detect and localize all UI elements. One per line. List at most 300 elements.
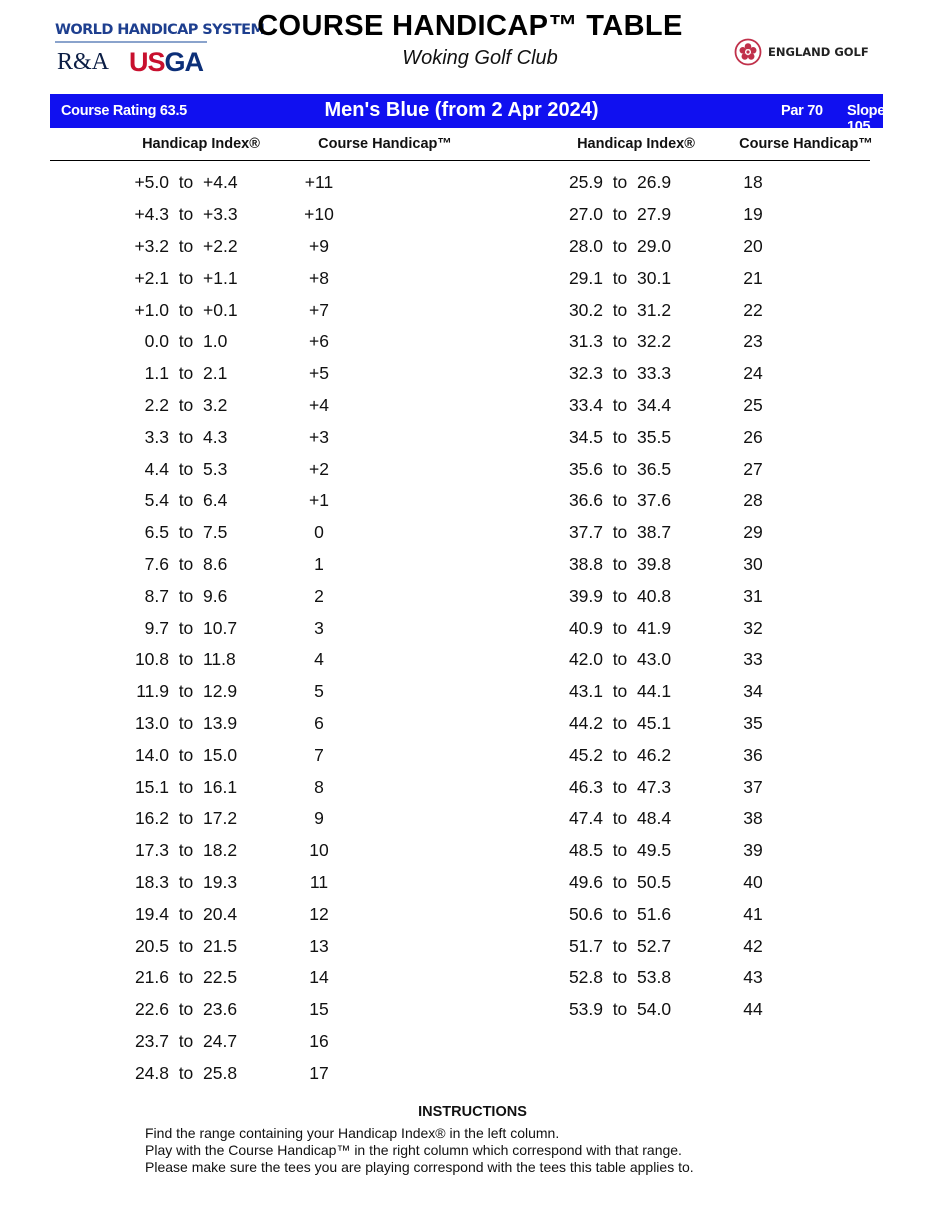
course-handicap-value: 19 [743,204,763,225]
index-from: 14.0 [134,744,169,765]
course-handicap-value: 11 [309,871,329,892]
table-row [543,580,813,612]
index-to: 43.0 [637,649,672,670]
index-from: 47.4 [568,808,603,829]
range-separator: to [178,458,194,479]
table-row [543,326,813,358]
course-handicap-value: 43 [743,967,763,988]
header-course-handicap-left: Course Handicap™ [318,136,452,152]
range-separator: to [612,299,628,320]
range-separator: to [612,903,628,924]
table-row [109,835,379,867]
index-from: 51.7 [568,935,603,956]
course-handicap-value: 40 [743,871,763,892]
table-row [543,167,813,199]
table-row [543,835,813,867]
course-handicap-value: 33 [743,649,763,670]
usga-logo-us: US [129,47,165,77]
index-to: 35.5 [637,426,672,447]
range-separator: to [178,363,194,384]
randa-logo: R&A [57,49,110,75]
index-from: 8.7 [144,585,169,606]
course-handicap-value: +8 [309,267,329,288]
range-separator: to [178,490,194,511]
table-row [109,294,379,326]
course-handicap-value: +4 [309,394,329,415]
course-handicap-value: 12 [309,903,329,924]
table-row [543,421,813,453]
index-to: 2.1 [203,363,228,384]
index-to: 4.3 [203,426,228,447]
table-row [543,771,813,803]
range-separator: to [178,235,194,256]
table-row [543,898,813,930]
range-separator: to [612,204,628,225]
rose-icon [734,38,762,66]
course-handicap-value: 13 [309,935,329,956]
index-to: +2.2 [203,235,238,256]
header-handicap-index-right: Handicap Index® [577,136,695,152]
course-handicap-value: 26 [743,426,763,447]
table-row [109,803,379,835]
table-row [543,390,813,422]
course-handicap-value: 2 [314,585,324,606]
range-separator: to [612,394,628,415]
table-row [109,994,379,1026]
course-handicap-value: 14 [309,967,329,988]
tee-name: Men's Blue (from 2 Apr 2024) [324,99,599,121]
index-from: 45.2 [568,744,603,765]
index-to: 54.0 [637,999,672,1020]
index-to: 48.4 [637,808,672,829]
course-handicap-value: 9 [314,808,324,829]
index-from: 27.0 [568,204,603,225]
index-from: 33.4 [568,394,603,415]
header-handicap-index-left: Handicap Index® [142,136,260,152]
range-separator: to [612,840,628,861]
course-handicap-value: +9 [309,235,329,256]
instruction-line: Play with the Course Handicap™ in the right column which correspond with that range. [145,1142,682,1158]
course-handicap-value: 42 [743,935,763,956]
range-separator: to [612,553,628,574]
table-row [543,453,813,485]
range-separator: to [178,267,194,288]
handicap-table-left [109,167,379,1089]
table-row [543,676,813,708]
table-row [109,898,379,930]
index-to: 18.2 [203,840,238,861]
course-handicap-value: 15 [309,999,329,1020]
table-row [109,676,379,708]
index-to: 31.2 [637,299,672,320]
course-handicap-value: +1 [309,490,329,511]
table-row [109,358,379,390]
index-to: +1.1 [203,267,238,288]
index-from: 49.6 [568,871,603,892]
range-separator: to [612,235,628,256]
course-handicap-value: 37 [743,776,763,797]
england-golf-text: ENGLAND GOLF [768,45,869,59]
range-separator: to [612,808,628,829]
index-to: 17.2 [203,808,238,829]
range-separator: to [612,490,628,511]
index-to: 49.5 [637,840,672,861]
index-to: 45.1 [637,712,672,733]
course-handicap-value: 29 [743,522,763,543]
table-row [109,930,379,962]
course-handicap-value: 23 [743,331,763,352]
index-to: 51.6 [637,903,672,924]
england-golf-logo [734,38,869,66]
course-handicap-value: 44 [743,999,763,1020]
index-from: 21.6 [134,967,169,988]
course-handicap-value: 24 [743,363,763,384]
range-separator: to [612,967,628,988]
course-info-bar [50,94,885,135]
index-from: 18.3 [134,871,169,892]
range-separator: to [612,458,628,479]
table-row [109,517,379,549]
index-to: 8.6 [203,553,228,574]
range-separator: to [612,617,628,638]
index-to: 44.1 [637,681,672,702]
course-rating: Course Rating 63.5 [61,103,187,119]
index-from: 11.9 [136,681,169,702]
slope-value: Slope 105 [847,103,885,135]
index-from: 25.9 [568,172,603,193]
index-to: +0.1 [203,299,238,320]
index-from: 52.8 [568,967,603,988]
table-row [543,739,813,771]
range-separator: to [178,712,194,733]
course-handicap-value: 16 [309,1030,329,1051]
table-row [543,994,813,1026]
range-separator: to [178,553,194,574]
index-from: 19.4 [134,903,169,924]
index-from: 10.8 [134,649,169,670]
table-row [109,867,379,899]
course-handicap-value: 27 [743,458,763,479]
range-separator: to [612,331,628,352]
course-handicap-value: 30 [743,553,763,574]
table-row [109,708,379,740]
index-from: 17.3 [134,840,169,861]
table-row [543,867,813,899]
range-separator: to [178,522,194,543]
table-row [543,549,813,581]
course-handicap-value: 18 [743,172,763,193]
index-to: 30.1 [637,267,672,288]
range-separator: to [178,935,194,956]
table-row [109,453,379,485]
range-separator: to [178,331,194,352]
range-separator: to [612,776,628,797]
index-from: 43.1 [568,681,603,702]
course-handicap-value: 21 [743,267,763,288]
range-separator: to [178,649,194,670]
index-from: 4.4 [144,458,169,479]
range-separator: to [612,522,628,543]
range-separator: to [178,1030,194,1051]
range-separator: to [178,172,194,193]
instruction-line: Please make sure the tees you are playing correspond with the tees this table applies to. [145,1159,694,1175]
index-to: 16.1 [203,776,238,797]
course-handicap-value: 0 [314,522,324,543]
index-to: 22.5 [203,967,238,988]
index-to: 53.8 [637,967,672,988]
table-row [543,644,813,676]
index-to: 26.9 [637,172,672,193]
index-from: 3.3 [144,426,169,447]
index-to: 19.3 [203,871,238,892]
header-divider [50,160,870,161]
index-from: 2.2 [144,394,169,415]
course-handicap-value: 10 [309,840,329,861]
range-separator: to [612,935,628,956]
index-from: 34.5 [568,426,603,447]
table-row [543,358,813,390]
usga-logo-ga: GA [164,47,204,77]
table-row [109,262,379,294]
index-from: 30.2 [568,299,603,320]
table-row [543,708,813,740]
range-separator: to [612,649,628,670]
range-separator: to [612,681,628,702]
index-from: 39.9 [568,585,603,606]
index-to: 3.2 [203,394,228,415]
index-to: 24.7 [203,1030,238,1051]
range-separator: to [612,363,628,384]
index-to: 29.0 [637,235,672,256]
index-from: +1.0 [134,299,169,320]
index-from: 0.0 [144,331,169,352]
page-title: COURSE HANDICAP™ TABLE [257,10,683,42]
course-handicap-value: 8 [314,776,324,797]
table-row [109,739,379,771]
club-name: Woking Golf Club [402,47,558,69]
instruction-line: Find the range containing your Handicap Index® in the left column. [145,1125,560,1141]
index-from: 44.2 [568,712,603,733]
course-handicap-value: +5 [309,363,329,384]
range-separator: to [178,776,194,797]
course-handicap-value: +2 [309,458,329,479]
table-row [109,1026,379,1058]
index-from: +5.0 [134,172,169,193]
index-to: 5.3 [203,458,228,479]
course-handicap-value: 3 [314,617,324,638]
course-handicap-value: +7 [309,299,329,320]
instructions-title: INSTRUCTIONS [418,1104,527,1120]
index-from: 48.5 [568,840,603,861]
table-row [543,517,813,549]
course-handicap-value: 6 [314,712,324,733]
index-from: 35.6 [568,458,603,479]
range-separator: to [178,426,194,447]
table-row [543,803,813,835]
table-row [109,421,379,453]
course-handicap-value: 5 [314,681,324,702]
index-to: +3.3 [203,204,238,225]
range-separator: to [178,999,194,1020]
index-to: 47.3 [637,776,672,797]
range-separator: to [612,871,628,892]
index-from: 15.1 [134,776,169,797]
course-handicap-value: 7 [314,744,324,765]
table-row [109,580,379,612]
course-handicap-value: 25 [743,394,763,415]
index-from: 31.3 [568,331,603,352]
range-separator: to [178,840,194,861]
index-from: 46.3 [568,776,603,797]
index-from: 50.6 [568,903,603,924]
index-from: +3.2 [134,235,169,256]
table-row [109,644,379,676]
range-separator: to [178,808,194,829]
index-from: 13.0 [134,712,169,733]
index-to: 25.8 [203,1062,238,1083]
course-handicap-value: 1 [314,553,324,574]
course-handicap-value: 41 [743,903,763,924]
index-from: 37.7 [568,522,603,543]
range-separator: to [178,967,194,988]
index-to: 36.5 [637,458,672,479]
course-handicap-value: +3 [309,426,329,447]
table-row [109,199,379,231]
course-handicap-value: 31 [743,585,763,606]
index-to: 27.9 [637,204,672,225]
index-from: 53.9 [568,999,603,1020]
index-from: 38.8 [568,553,603,574]
range-separator: to [178,204,194,225]
course-handicap-value: 34 [743,681,763,702]
index-to: 6.4 [203,490,228,511]
range-separator: to [612,999,628,1020]
index-from: +2.1 [134,267,169,288]
course-handicap-value: 28 [743,490,763,511]
range-separator: to [178,744,194,765]
index-from: 20.5 [134,935,169,956]
index-to: 46.2 [637,744,672,765]
range-separator: to [612,267,628,288]
range-separator: to [178,394,194,415]
table-row [543,612,813,644]
index-from: 9.7 [144,617,169,638]
index-to: +4.4 [203,172,238,193]
index-from: +4.3 [134,204,169,225]
index-to: 21.5 [203,935,238,956]
index-to: 32.2 [637,331,672,352]
table-row [109,962,379,994]
range-separator: to [178,1062,194,1083]
course-handicap-value: +10 [304,204,334,225]
index-to: 15.0 [203,744,238,765]
range-separator: to [612,712,628,733]
index-to: 40.8 [637,585,672,606]
index-to: 38.7 [637,522,672,543]
table-row [543,231,813,263]
table-row [109,549,379,581]
table-row [543,962,813,994]
course-handicap-value: 20 [743,235,763,256]
index-to: 52.7 [637,935,672,956]
course-handicap-value: 17 [309,1062,329,1083]
table-row [109,485,379,517]
index-from: 32.3 [568,363,603,384]
range-separator: to [178,903,194,924]
course-handicap-value: 38 [743,808,763,829]
index-from: 42.0 [568,649,603,670]
index-to: 13.9 [203,712,238,733]
table-row [543,262,813,294]
course-handicap-value: 32 [743,617,763,638]
index-to: 34.4 [637,394,672,415]
index-to: 23.6 [203,999,238,1020]
index-from: 16.2 [134,808,169,829]
course-handicap-value: +6 [309,331,329,352]
index-to: 1.0 [203,331,228,352]
index-from: 24.8 [134,1062,169,1083]
index-from: 29.1 [568,267,603,288]
range-separator: to [612,585,628,606]
index-from: 40.9 [568,617,603,638]
course-handicap-value: 22 [743,299,763,320]
course-handicap-value: +11 [304,172,334,193]
index-to: 12.9 [203,681,238,702]
range-separator: to [178,617,194,638]
range-separator: to [612,744,628,765]
table-row [109,231,379,263]
range-separator: to [178,871,194,892]
index-from: 22.6 [134,999,169,1020]
table-row [543,930,813,962]
index-to: 20.4 [203,903,238,924]
index-to: 7.5 [203,522,228,543]
index-from: 5.4 [144,490,169,511]
index-from: 6.5 [144,522,169,543]
range-separator: to [178,585,194,606]
index-from: 23.7 [134,1030,169,1051]
index-from: 7.6 [144,553,169,574]
range-separator: to [178,681,194,702]
index-to: 39.8 [637,553,672,574]
table-row [109,390,379,422]
table-row [543,294,813,326]
index-to: 10.7 [203,617,238,638]
index-to: 37.6 [637,490,672,511]
whs-logo-text: WORLD HANDICAP SYSTEM [55,22,265,38]
index-from: 28.0 [568,235,603,256]
table-row [109,326,379,358]
table-row [543,199,813,231]
index-to: 50.5 [637,871,672,892]
course-handicap-value: 4 [314,649,324,670]
table-row [109,1057,379,1089]
handicap-table-right [543,167,813,1026]
index-from: 36.6 [568,490,603,511]
index-from: 1.1 [144,363,169,384]
course-handicap-value: 36 [743,744,763,765]
table-row [543,485,813,517]
course-handicap-value: 39 [743,840,763,861]
course-handicap-value: 35 [743,712,763,733]
header-course-handicap-right: Course Handicap™ [739,136,873,152]
range-separator: to [178,299,194,320]
index-to: 9.6 [203,585,228,606]
table-row [109,167,379,199]
table-row [109,771,379,803]
range-separator: to [612,172,628,193]
index-to: 33.3 [637,363,672,384]
